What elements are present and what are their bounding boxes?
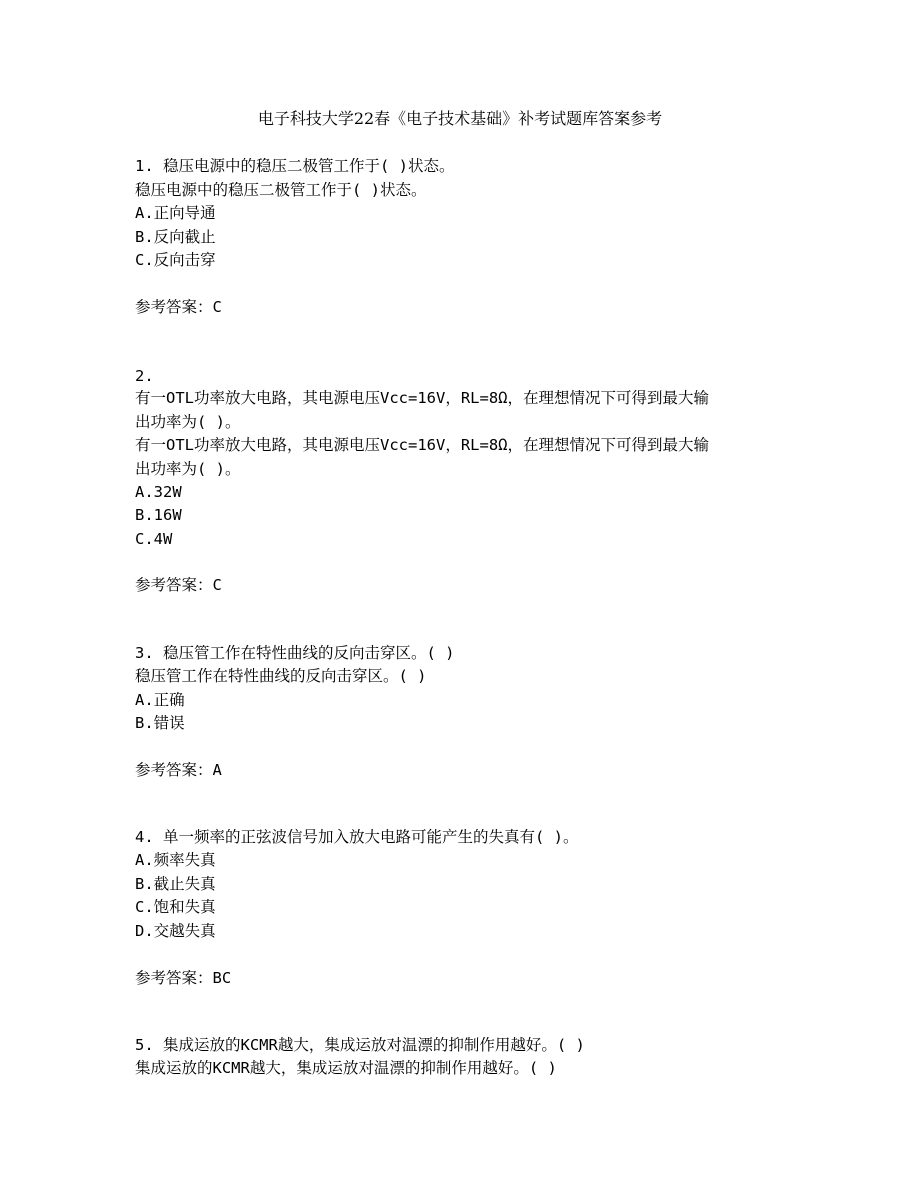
question-2-option-a: A.32W xyxy=(135,483,182,501)
question-1-option-a: A.正向导通 xyxy=(135,204,216,222)
question-1-answer: 参考答案：C xyxy=(135,298,222,316)
question-2-answer: 参考答案：C xyxy=(135,576,222,594)
question-2-stem-line-3: 有一OTL功率放大电路，其电源电压Vcc=16V，RL=8Ω，在理想情况下可得到最大输 xyxy=(135,436,709,454)
question-2-option-c: C.4W xyxy=(135,530,173,548)
question-3-stem: 稳压管工作在特性曲线的反向击穿区。( ) xyxy=(135,667,427,685)
question-3-option-b: B.错误 xyxy=(135,714,185,732)
question-1-heading: 1. 稳压电源中的稳压二极管工作于( )状态。 xyxy=(135,157,455,175)
question-4-option-c: C.饱和失真 xyxy=(135,898,216,916)
question-4-answer: 参考答案：BC xyxy=(135,969,232,987)
question-2-stem-line-2: 出功率为( )。 xyxy=(135,413,241,431)
question-1-option-c: C.反向击穿 xyxy=(135,251,216,269)
document-title: 电子科技大学22春《电子技术基础》补考试题库答案参考 xyxy=(257,109,663,128)
question-4-heading: 4. 单一频率的正弦波信号加入放大电路可能产生的失真有( )。 xyxy=(135,828,579,846)
question-2-heading: 2. xyxy=(135,367,154,385)
question-2-stem-line-1: 有一OTL功率放大电路，其电源电压Vcc=16V，RL=8Ω，在理想情况下可得到最大输 xyxy=(135,389,709,407)
question-4-option-b: B.截止失真 xyxy=(135,875,216,893)
question-4-option-a: A.频率失真 xyxy=(135,851,216,869)
question-1-option-b: B.反向截止 xyxy=(135,228,216,246)
question-2-option-b: B.16W xyxy=(135,506,182,524)
question-1-stem: 稳压电源中的稳压二极管工作于( )状态。 xyxy=(135,181,427,199)
question-4-option-d: D.交越失真 xyxy=(135,922,216,940)
question-3-option-a: A.正确 xyxy=(135,691,185,709)
question-3-heading: 3. 稳压管工作在特性曲线的反向击穿区。( ) xyxy=(135,644,455,662)
question-2-stem-line-4: 出功率为( )。 xyxy=(135,460,241,478)
question-5-heading: 5. 集成运放的KCMR越大，集成运放对温漂的抑制作用越好。( ) xyxy=(135,1036,585,1054)
question-5-stem: 集成运放的KCMR越大，集成运放对温漂的抑制作用越好。( ) xyxy=(135,1059,557,1077)
question-3-answer: 参考答案：A xyxy=(135,761,222,779)
